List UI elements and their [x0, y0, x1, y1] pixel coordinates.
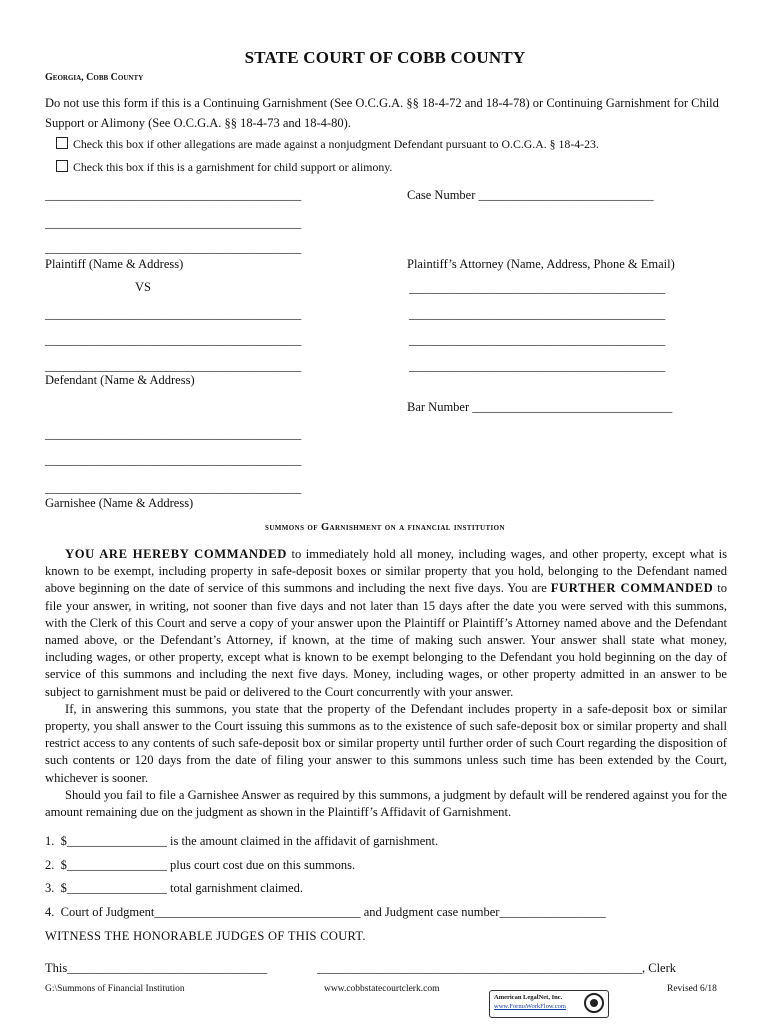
- defendant-label: Defendant (Name & Address): [45, 373, 195, 387]
- child-support-checkbox[interactable]: [56, 160, 68, 172]
- item-4[interactable]: 4. Court of Judgment_________________________________ and Judgment case number_________________: [45, 905, 606, 919]
- legalnet-stamp: [489, 990, 609, 1018]
- attorney-line-3[interactable]: _________________________________________: [409, 333, 666, 347]
- attorney-line-2[interactable]: _________________________________________: [409, 307, 666, 321]
- nonjudgment-label: Check this box if other allegations are made against a nonjudgment Defendant pursuant to O.C.G.A. § 18-4-23.: [73, 137, 599, 151]
- garnishee-line-1[interactable]: _________________________________________: [45, 427, 302, 441]
- attorney-label: Plaintiff’s Attorney (Name, Address, Phone & Email): [407, 257, 675, 271]
- garnishee-line-2[interactable]: _________________________________________: [45, 453, 302, 467]
- summons-paragraph-2: If, in answering this summons, you state that the property of the Defendant includes property in a safe-deposit box or similar property, you shall answer to the Court issuing this summons as to the existence of such safe-deposit box or similar property and shall restrict access to any contents of such safe-deposit box or similar property until further order of such Court regarding the disposition of such contents or 120 days from the date of filing your answer to this summons unless such time has been extended by the Court, whichever is sooner.: [45, 701, 727, 785]
- footer-file-path: G:\Summons of Financial Institution: [45, 984, 185, 994]
- attorney-line-1[interactable]: _________________________________________: [409, 281, 666, 295]
- nonjudgment-checkbox[interactable]: [56, 137, 68, 149]
- seal-icon: [584, 993, 604, 1013]
- plaintiff-line-3[interactable]: _________________________________________: [45, 241, 302, 255]
- plaintiff-line-1[interactable]: _________________________________________: [45, 188, 302, 202]
- versus-label: VS: [135, 280, 151, 294]
- summons-paragraph-3: Should you fail to file a Garnishee Answer as required by this summons, a judgment by default will be rendered against you for the amount remaining due on the judgment as shown in the Plaintiff’s Affidavit of Garnishment.: [45, 787, 727, 820]
- command-2: FURTHER COMMANDED: [550, 581, 714, 596]
- stamp-url[interactable]: www.FormsWorkFlow.com: [494, 1003, 566, 1010]
- plaintiff-line-2[interactable]: _________________________________________: [45, 216, 302, 230]
- footer-website[interactable]: www.cobbstatecourtclerk.com: [324, 984, 440, 994]
- intro-line-1: Do not use this form if this is a Continuing Garnishment (See O.C.G.A. §§ 18-4-72 and 18-4-78) or Continuing Garnishment for Child: [45, 96, 719, 110]
- checkbox-row-child-support: [56, 160, 392, 175]
- summons-body: [45, 546, 727, 821]
- witness-line: WITNESS THE HONORABLE JUDGES OF THIS COURT.: [45, 929, 366, 943]
- defendant-line-1[interactable]: _________________________________________: [45, 307, 302, 321]
- case-number-field[interactable]: Case Number ____________________________: [407, 188, 654, 202]
- venue-subtitle: Georgia, Cobb County: [45, 72, 144, 83]
- summons-paragraph-1: [45, 546, 727, 701]
- item-1[interactable]: 1. $________________ is the amount claimed in the affidavit of garnishment.: [45, 834, 439, 848]
- child-support-label: Check this box if this is a garnishment for child support or alimony.: [73, 160, 393, 174]
- paragraph-1-part-a: to immediately hold all money, including wages, and other property, except what is known to be exempt, including property in safe-deposit boxes or similar property that you hold, belonging to the Defendant named above beginning on the date of service of this summons and including the next five days. You are: [45, 547, 727, 596]
- plaintiff-label: Plaintiff (Name & Address): [45, 257, 184, 271]
- bar-number-field[interactable]: Bar Number ________________________________: [407, 400, 673, 414]
- attorney-line-4[interactable]: _________________________________________: [409, 359, 666, 373]
- stamp-name: American LegalNet, Inc.: [494, 994, 563, 1001]
- intro-line-2: Support or Alimony (See O.C.G.A. §§ 18-4-73 and 18-4-80).: [45, 116, 351, 130]
- defendant-line-2[interactable]: _________________________________________: [45, 333, 302, 347]
- command-1: YOU ARE HEREBY COMMANDED: [65, 547, 287, 561]
- page-title: STATE COURT OF COBB COUNTY: [244, 48, 526, 67]
- item-2[interactable]: 2. $________________ plus court cost due on this summons.: [45, 858, 356, 872]
- summons-heading: summons of Garnishment on a financial institution: [265, 522, 505, 533]
- garnishee-label: Garnishee (Name & Address): [45, 496, 194, 510]
- date-signature-line[interactable]: This________________________________: [45, 961, 268, 975]
- clerk-signature-line[interactable]: ____________________________________________________, Clerk: [317, 961, 677, 975]
- checkbox-row-nonjudgment: [56, 137, 599, 152]
- footer-revision: Revised 6/18: [667, 984, 717, 994]
- garnishee-line-3[interactable]: _________________________________________: [45, 481, 302, 495]
- item-3[interactable]: 3. $________________ total garnishment claimed.: [45, 881, 303, 895]
- defendant-line-3[interactable]: _________________________________________: [45, 359, 302, 373]
- paragraph-1-part-b: to file your answer, in writing, not sooner than five days and not later than 15 days after the date you were served with this summons, with the Clerk of this Court and serve a copy of your answer upon the Plaintiff or Plaintiff’s Attorney named above and the Defendant named above, or the Defendant’s Attorney, if known, at the time of making such answer. Your answer shall state what money, including wages, or other property, except what is known to be exempt belonging to the Defendant you hold beginning on the day of service of this summons and including the next five days. Money, including wages, or other property admitted in an answer to be subject to garnishment must be paid or delivered to the Court concurrently with your answer.: [45, 581, 728, 699]
